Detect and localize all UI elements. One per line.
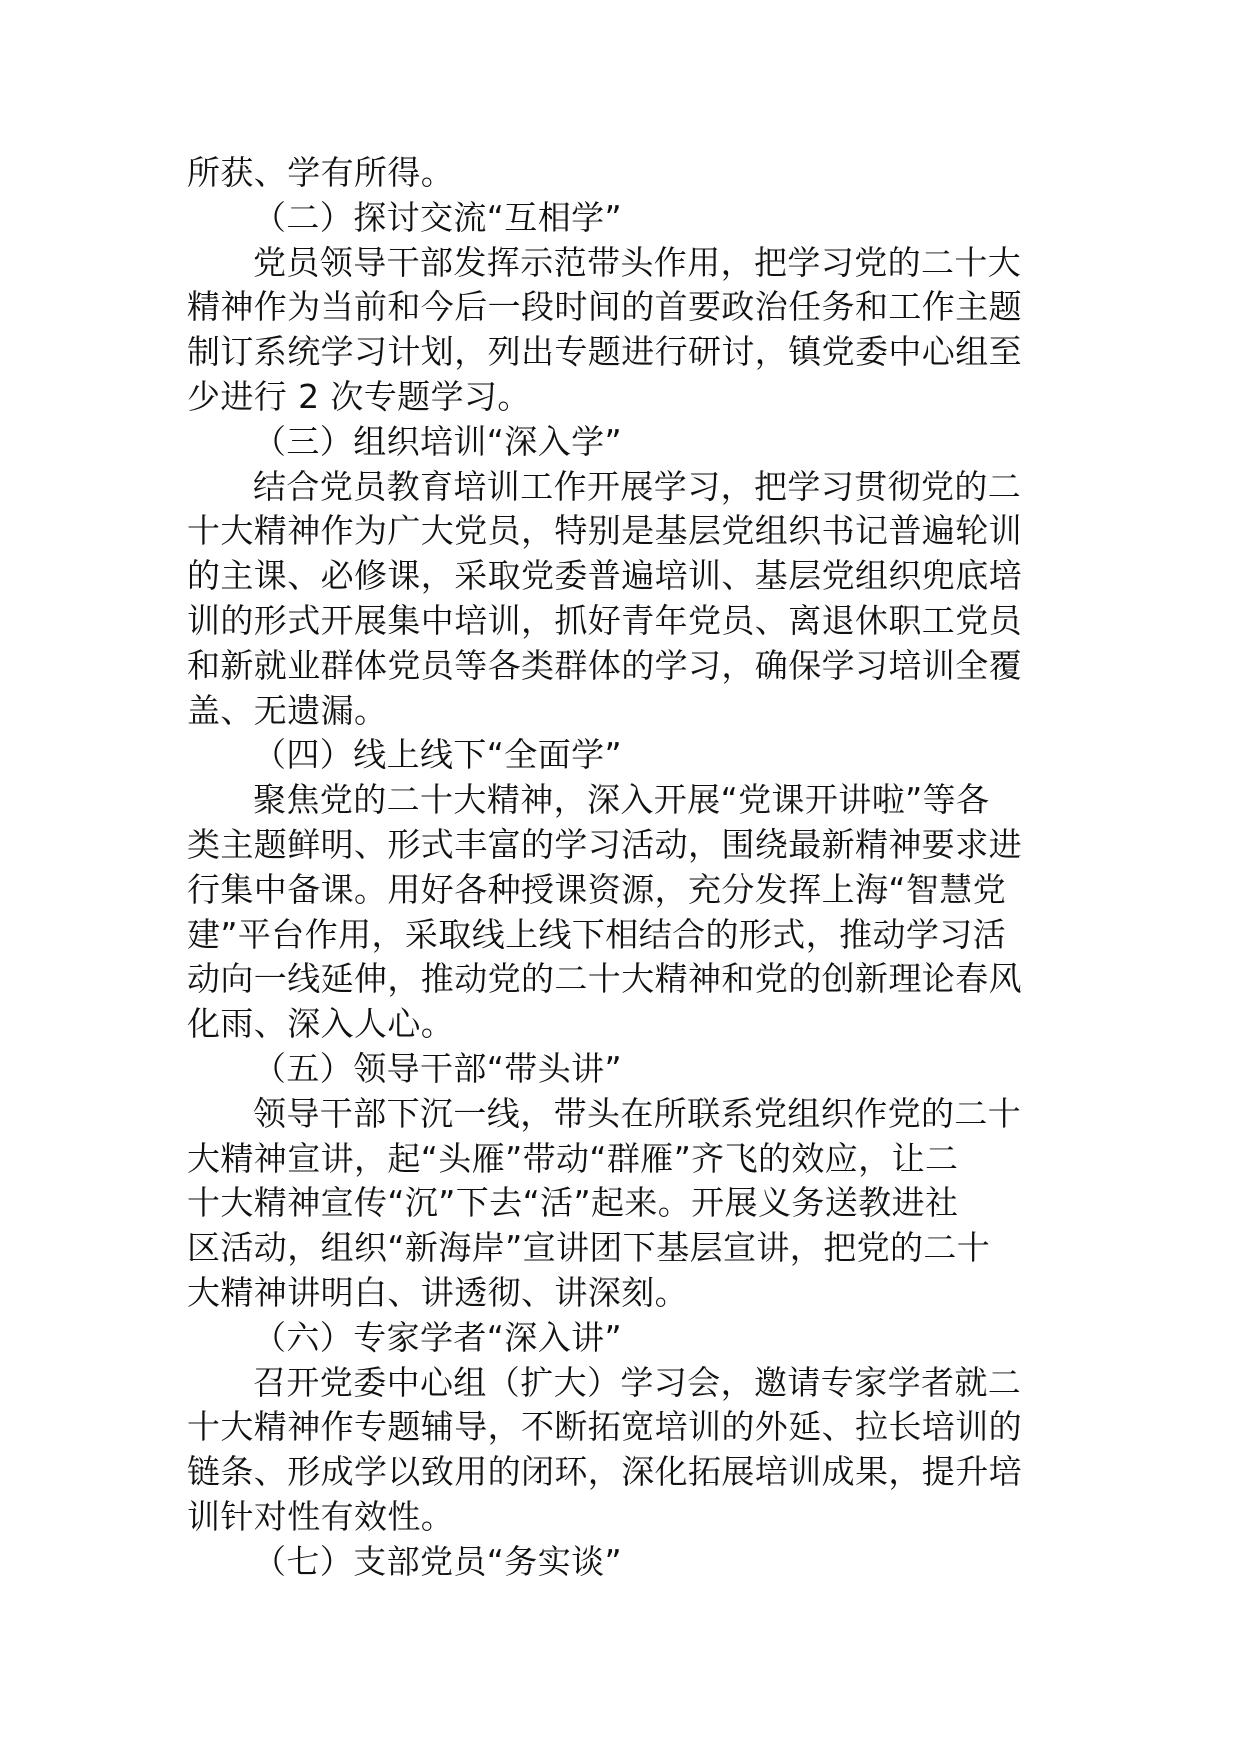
paragraph-line: 制订系统学习计划，列出专题进行研讨，镇党委中心组至: [187, 332, 1022, 372]
paragraph-line: 党员领导干部发挥示范带头作用，把学习党的二十大: [253, 242, 1022, 282]
paragraph-line: 训针对性有效性。: [187, 1496, 455, 1536]
paragraph-line: 大精神讲明白、讲透彻、讲深刻。: [187, 1272, 688, 1312]
paragraph-line: 化雨、深入人心。: [187, 1004, 455, 1044]
paragraph-line: 大精神宣讲，起“头雁”带动“群雁”齐飞的效应，让二: [187, 1138, 959, 1178]
paragraph-line: 召开党委中心组（扩大）学习会，邀请专家学者就二: [253, 1362, 1022, 1402]
paragraph-line: 十大精神作专题辅导，不断拓宽培训的外延、拉长培训的: [187, 1407, 1022, 1447]
paragraph-line: 十大精神作为广大党员，特别是基层党组织书记普遍轮训: [187, 511, 1022, 551]
paragraph-line: 动向一线延伸，推动党的二十大精神和党的创新理论春风: [187, 959, 1022, 999]
paragraph-line: 结合党员教育培训工作开展学习，把学习贯彻党的二: [253, 466, 1022, 506]
section-heading: （四）线上线下“全面学”: [253, 735, 622, 775]
paragraph-line: 建”平台作用，采取线上线下相结合的形式，推动学习活: [187, 914, 1007, 954]
paragraph-line: 精神作为当前和今后一段时间的首要政治任务和工作主题: [187, 287, 1022, 327]
section-heading: （七）支部党员“务实谈”: [253, 1541, 622, 1581]
paragraph-line: 的主课、必修课，采取党委普遍培训、基层党组织兜底培: [187, 556, 1022, 596]
paragraph-line: 十大精神宣传“沉”下去“活”起来。开展义务送教进社: [187, 1183, 959, 1223]
paragraph-line: 聚焦党的二十大精神，深入开展“党课开讲啦”等各: [253, 780, 990, 820]
paragraph-line: 领导干部下沉一线，带头在所联系党组织作党的二十: [253, 1093, 1022, 1133]
section-heading: （二）探讨交流“互相学”: [253, 197, 622, 237]
paragraph-line: 少进行 2 次专题学习。: [187, 376, 531, 416]
paragraph-line: 区活动，组织“新海岸”宣讲团下基层宣讲，把党的二十: [187, 1228, 991, 1268]
section-heading: （六）专家学者“深入讲”: [253, 1317, 622, 1357]
section-heading: （三）组织培训“深入学”: [253, 421, 622, 461]
paragraph-line: 行集中备课。用好各种授课资源，充分发挥上海“智慧党: [187, 869, 1007, 909]
paragraph-line: 链条、形成学以致用的闭环，深化拓展培训成果，提升培: [187, 1452, 1022, 1492]
paragraph-line: 和新就业群体党员等各类群体的学习，确保学习培训全覆: [187, 645, 1022, 685]
paragraph-line: 类主题鲜明、形式丰富的学习活动，围绕最新精神要求进: [187, 824, 1022, 864]
document-body: [187, 151, 1057, 1585]
paragraph-line: 训的形式开展集中培训，抓好青年党员、离退休职工党员: [187, 600, 1022, 640]
paragraph-line: 所获、学有所得。: [187, 153, 455, 192]
section-heading: （五）领导干部“带头讲”: [253, 1048, 622, 1088]
paragraph-line: 盖、无遗漏。: [187, 690, 388, 730]
